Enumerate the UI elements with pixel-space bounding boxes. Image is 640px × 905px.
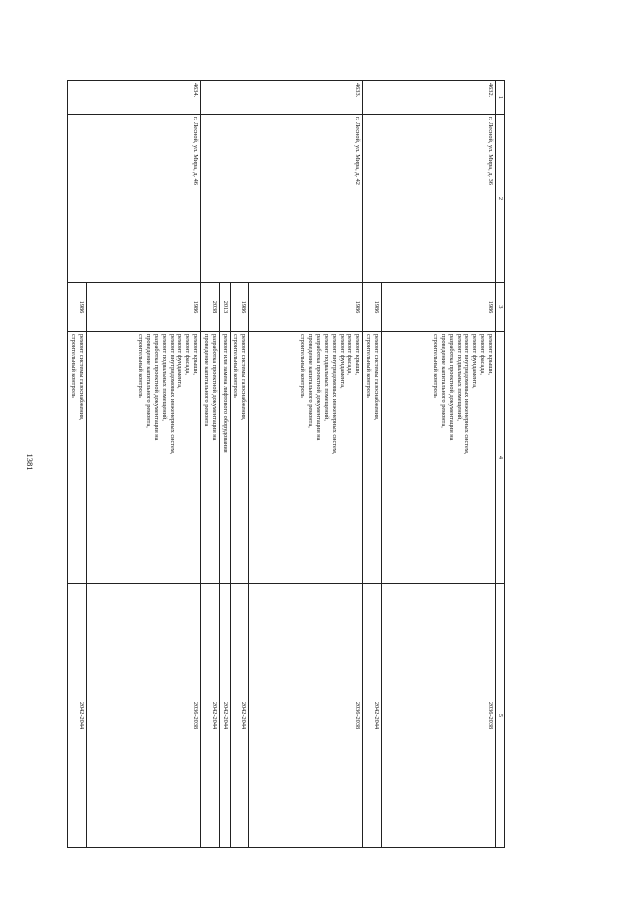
table-body	[68, 81, 505, 848]
entry-works: ремонт системы газоснабжения, строительный контроль	[230, 332, 249, 584]
entry-works: ремонт системы газоснабжения, строительный контроль	[68, 332, 87, 584]
entry-works: ремонт или замена лифтового оборудования	[219, 332, 230, 584]
row-address: г. Лесной, ул. Мира, д. 36	[363, 115, 496, 283]
rotated-table-container	[70, 80, 505, 847]
entry-period: 2042-2044	[68, 584, 87, 848]
entry-year: 1986	[87, 283, 201, 332]
entry-period: 2036-2038	[87, 584, 201, 848]
header-col-2: 2	[496, 115, 505, 283]
entry-year: 1986	[68, 283, 87, 332]
entry-period: 2042-2044	[201, 584, 220, 848]
entry-period: 2036-2038	[249, 584, 363, 848]
table-row	[249, 81, 363, 848]
entry-period: 2036-2038	[382, 584, 496, 848]
header-col-5: 5	[496, 584, 505, 848]
entry-works: разработка проектной документации на проведение капитального ремонта	[201, 332, 220, 584]
entry-period: 2042-2044	[363, 584, 382, 848]
entry-year: 1986	[363, 283, 382, 332]
header-col-4: 4	[496, 332, 505, 584]
entry-period: 2042-2044	[219, 584, 230, 848]
entry-period: 2042-2044	[230, 584, 249, 848]
entry-year: 1986	[230, 283, 249, 332]
table-row	[87, 81, 201, 848]
row-address: г. Лесной, ул. Мира, д. 46	[68, 115, 201, 283]
header-row	[496, 81, 505, 848]
entry-year: 2013	[219, 283, 230, 332]
row-number: 4632.	[363, 81, 496, 115]
page-number: 1381	[25, 453, 35, 471]
entry-year: 1986	[249, 283, 363, 332]
capital-repair-table	[67, 80, 505, 848]
entry-year: 1986	[382, 283, 496, 332]
entry-works: ремонт системы газоснабжения, строительный контроль	[363, 332, 382, 584]
row-number: 4634.	[68, 81, 201, 115]
row-number: 4633.	[201, 81, 363, 115]
header-col-1: 1	[496, 81, 505, 115]
table-row	[382, 81, 496, 848]
row-address: г. Лесной, ул. Мира, д. 42	[201, 115, 363, 283]
entry-works: ремонт крыши, ремонт фасада, ремонт фундамента, ремонт внутридомовых инженерных систем, ремонт подвальных помещений, разработка проектной документации на проведение капитального ремонта, строительный контроль	[87, 332, 201, 584]
entry-works: ремонт крыши, ремонт фасада, ремонт фундамента, ремонт внутридомовых инженерных систем, ремонт подвальных помещений, разработка проектной документации на проведение капитального ремонта, строительный контроль	[249, 332, 363, 584]
entry-works: ремонт крыши, ремонт фасада, ремонт фундамента, ремонт внутридомовых инженерных систем, ремонт подвальных помещений, разработка проектной документации на проведение капитального ремонта, строительный контроль	[382, 332, 496, 584]
table-frame	[70, 80, 505, 847]
entry-year: 2038	[201, 283, 220, 332]
header-col-3: 3	[496, 283, 505, 332]
